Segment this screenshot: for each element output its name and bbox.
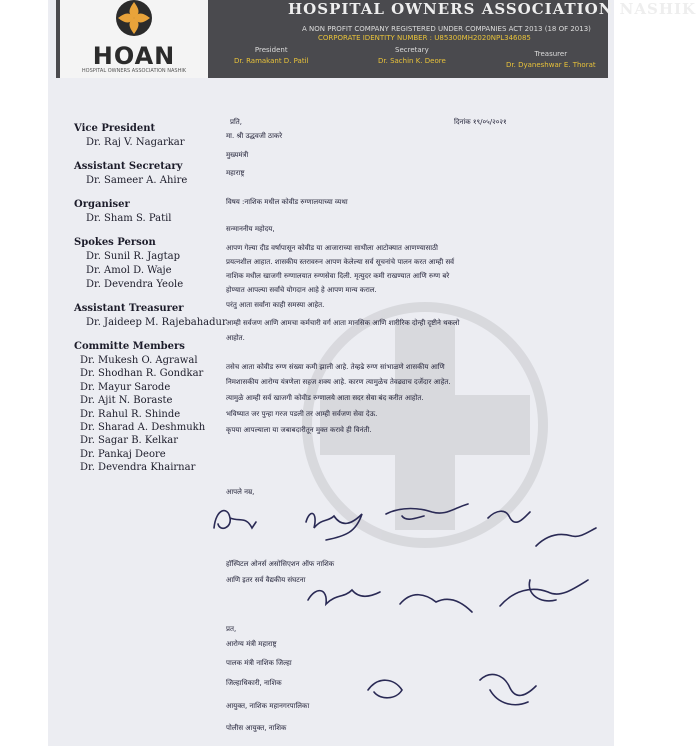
para2-line: कृपया आपल्याला या जबाबदारीतून मुक्त करावे ही विनंती.: [226, 426, 372, 434]
para2-line: भविष्यात जर पुन्हा गरज पडली तर आम्ही सर्वजण सेवा देऊ.: [226, 410, 378, 418]
recipient-title: मुख्यमंत्री: [226, 151, 249, 159]
recipient-name: मा. श्री उद्धवजी ठाकरे: [226, 132, 283, 140]
sender-line: हॉस्पिटल ओनर्स असोसिएशन ऑफ नाशिक: [226, 560, 335, 568]
cc-item: पोलीस आयुक्त, नाशिक: [226, 724, 287, 732]
section-vice-president: Vice President Dr. Raj V. Nagarkar: [74, 123, 185, 148]
salutation: सन्माननीय महोदय,: [226, 225, 275, 233]
prati-label: प्रति,: [230, 118, 243, 126]
letter-date: दिनांक १९/०५/२०२१: [454, 118, 507, 126]
para1-line: होण्यात आपल्या सर्वांचे योगदान आहे हे आपण मान्य कराल.: [226, 286, 377, 294]
registration-line: A NON PROFIT COMPANY REGISTERED UNDER COMPANIES ACT 2013 (18 OF 2013): [302, 25, 591, 33]
signatures-row2: [300, 560, 600, 640]
corporate-id: CORPORATE IDENTITY NUMBER : U85300MH2020NPL346085: [318, 34, 531, 42]
para1-line: परंतु आता सर्वांना काही समस्या आहेत.: [226, 301, 325, 309]
para1-line: नाशिक मधील खाजगी रुग्णालयात रुग्णसेवा दिली. मृत्युदर कमी राखण्यात आणि रुग्ण बरे: [226, 272, 450, 280]
logo-cross-icon: [102, 0, 166, 44]
section-spokes-person: Spokes Person Dr. Sunil R. Jagtap Dr. Amol D. Waje Dr. Devendra Yeole: [74, 237, 184, 290]
cc-label: प्रत,: [226, 625, 237, 633]
closing: आपले नम्र,: [226, 488, 255, 496]
signatures-row3: [360, 660, 560, 720]
cc-item: पालक मंत्री नाशिक जिल्हा: [226, 659, 292, 667]
para2-line: तसेच आता कोवीड रुग्ण संख्या कमी झाली आहे. तेव्हढे रुग्ण सांभाळणे शासकीय आणि: [226, 363, 445, 371]
cc-item: जिल्हाधिकारी, नाशिक: [226, 679, 282, 687]
officer-secretary: Secretary Dr. Sachin K. Deore: [378, 46, 446, 65]
section-assistant-secretary: Assistant Secretary Dr. Sameer A. Ahire: [74, 161, 188, 186]
section-organiser: Organiser Dr. Sham S. Patil: [74, 199, 172, 224]
logo-subtitle: HOSPITAL OWNERS ASSOCIATION NASHIK: [81, 68, 187, 74]
section-committee-members: Committe Members Dr. Mukesh O. Agrawal Dr. Shodhan R. Gondkar Dr. Mayur Sarode Dr. Ajit N. Boraste Dr. Rahul R. Shinde Dr. Sharad A. Deshmukh Dr. Sagar B. Kelkar Dr. Pankaj Deore Dr. Devendra Khairnar: [74, 341, 206, 474]
recipient-state: महाराष्ट्र: [226, 169, 245, 177]
para1-line: प्रयत्नशील आहात. शासकीय स्तरावरुन आपण केलेल्या सर्व सूचनांचे पालन करत आम्ही सर्व: [226, 258, 455, 266]
letter-subject: विषय :नाशिक मधील कोवीड रुग्णालयाच्या व्यथा: [226, 198, 348, 206]
association-name: HOSPITAL OWNERS ASSOCIATION NASHIK: [288, 0, 696, 18]
officer-treasurer: Treasurer Dr. Dyaneshwar E. Thorat: [506, 50, 596, 69]
para1-line: आपण गेल्या दीड वर्षापासून कोवीड या आजाराच्या साथीला आटोक्यात आणण्यासाठी: [226, 244, 438, 252]
cc-item: आरोग्य मंत्री महाराष्ट्र: [226, 640, 277, 648]
committee-sidebar: [74, 122, 227, 485]
sender-line: आणि इतर सर्व वैद्यकीय संघटना: [226, 576, 306, 584]
para2-line: त्यामुळे आम्ही सर्व खाजगी कोवीड रुग्णालये आता सदर सेवा बंद करीत आहोत.: [226, 394, 424, 402]
section-assistant-treasurer: Assistant Treasurer Dr. Jaideep M. Rajebahadur: [74, 303, 227, 328]
logo-wordmark: HOAN: [92, 42, 176, 70]
hoan-logo: [60, 0, 208, 78]
para1-line: आहोत.: [226, 334, 245, 342]
signatures-row1: [206, 488, 606, 568]
officer-president: President Dr. Ramakant D. Patil: [234, 46, 309, 65]
para1-line: आम्ही सर्वजण आणि आमचा कर्मचारी वर्ग आता मानसिक आणि शारीरिक दोन्ही दृष्टीने थकलो: [226, 319, 460, 327]
cc-item: आयुक्त, नाशिक महानगरपालिका: [226, 702, 310, 710]
para2-line: निमशासकीय आरोग्य यंत्रणेला सहज शक्य आहे. कारण त्यामुळेच तेवढ्याच दर्जेदार आहेत.: [226, 378, 451, 386]
